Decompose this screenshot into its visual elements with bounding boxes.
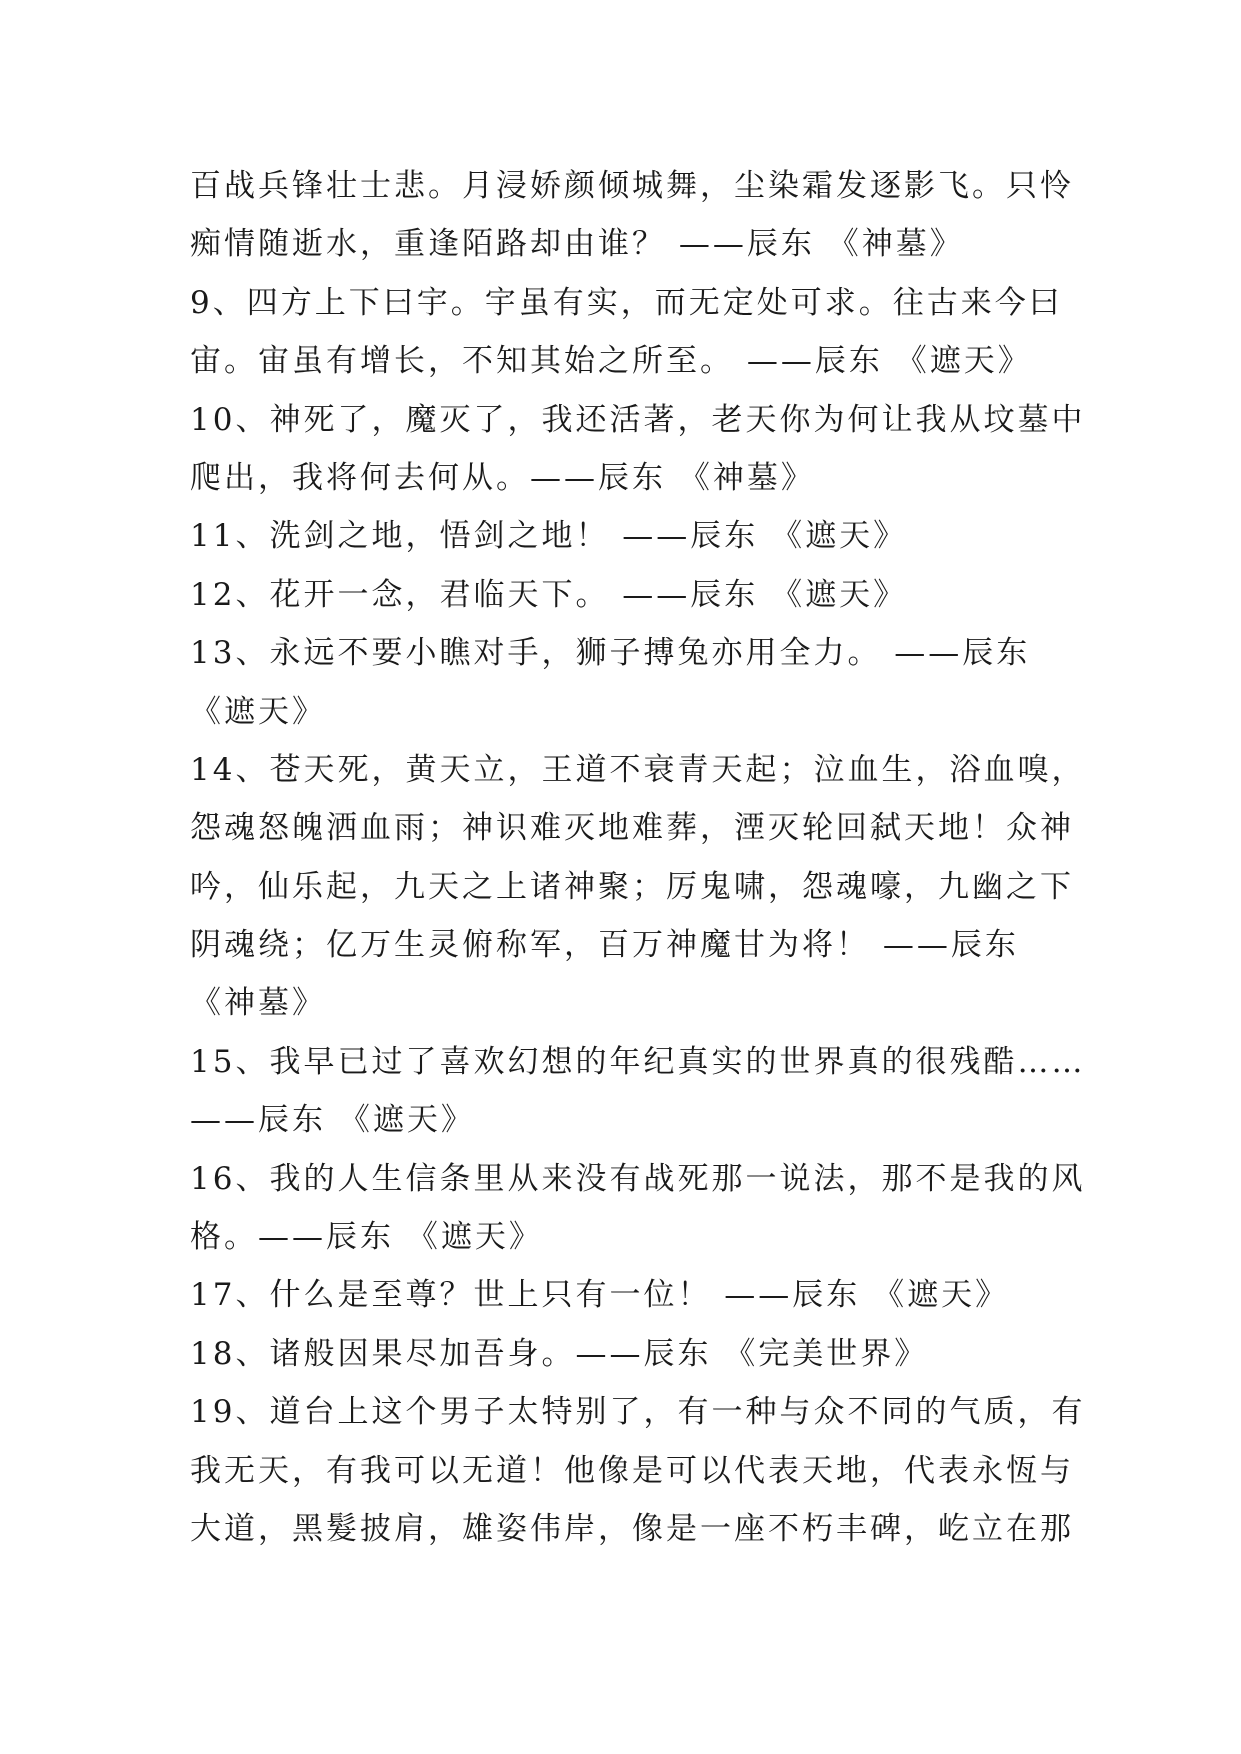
text-line: 我无天，有我可以无道！他像是可以代表天地，代表永恆与: [190, 1452, 1074, 1489]
text-line: 16、我的人生信条里从来没有战死那一说法，那不是我的风: [190, 1160, 1086, 1197]
text-line: ——辰东 《遮天》: [190, 1102, 475, 1139]
text-line: 《遮天》: [190, 693, 326, 730]
text-line: 14、苍天死，黄天立，王道不衰青天起；泣血生，浴血嗅，: [190, 751, 1086, 788]
text-line: 17、什么是至尊？世上只有一位！ ——辰东 《遮天》: [190, 1277, 1010, 1314]
text-line: 18、诸般因果尽加吾身。——辰东 《完美世界》: [190, 1335, 929, 1372]
text-line: 格。——辰东 《遮天》: [190, 1219, 543, 1256]
quote-text-block: [190, 157, 1086, 1558]
text-line: 阴魂绕；亿万生灵俯称军，百万神魔甘为将！ ——辰东: [190, 927, 1019, 964]
text-line: 痴情随逝水，重逢陌路却由谁？ ——辰东 《神墓》: [190, 226, 964, 263]
text-line: 13、永远不要小瞧对手，狮子搏兔亦用全力。 ——辰东: [190, 635, 1031, 672]
text-line: 宙。宙虽有增长，不知其始之所至。 ——辰东 《遮天》: [190, 343, 1032, 380]
text-line: 爬出，我将何去何从。——辰东 《神墓》: [190, 459, 815, 496]
text-line: 大道，黑髮披肩，雄姿伟岸，像是一座不朽丰碑，屹立在那: [190, 1510, 1074, 1547]
text-line: 百战兵锋壮士悲。月浸娇颜倾城舞，尘染霜发逐影飞。只怜: [190, 168, 1074, 204]
text-line: 11、洗剑之地，悟剑之地！ ——辰东 《遮天》: [190, 518, 908, 555]
text-line: 9、四方上下曰宇。宇虽有实，而无定处可求。往古来今曰: [190, 284, 1063, 321]
text-line: 怨魂怒魄洒血雨；神识难灭地难葬，湮灭轮回弑天地！众神: [190, 810, 1074, 847]
text-line: 19、道台上这个男子太特别了，有一种与众不同的气质，有: [190, 1394, 1086, 1431]
text-line: 吟，仙乐起，九天之上诸神聚；厉鬼啸，怨魂嚎，九幽之下: [190, 868, 1074, 905]
text-line: 15、我早已过了喜欢幻想的年纪真实的世界真的很残酷……: [190, 1043, 1086, 1080]
text-line: 12、花开一念，君临天下。 ——辰东 《遮天》: [190, 576, 908, 613]
text-line: 《神墓》: [190, 985, 326, 1022]
text-line: 10、神死了，魔灭了，我还活著，老天你为何让我从坟墓中: [190, 401, 1086, 438]
